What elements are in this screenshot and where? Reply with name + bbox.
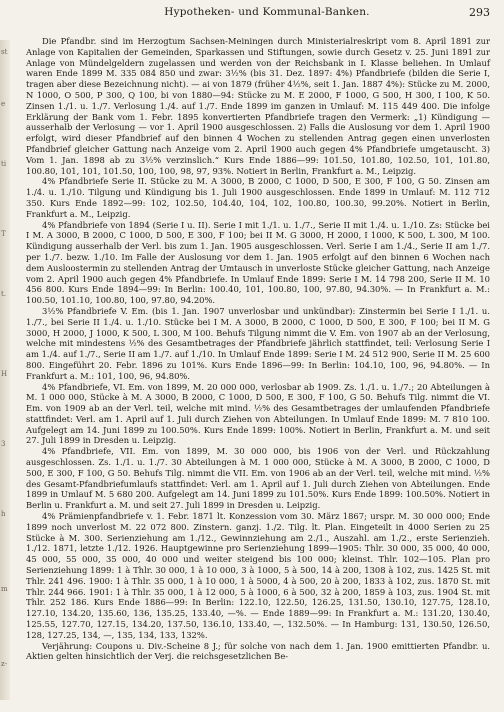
gutter-mark: e — [1, 100, 6, 108]
page-number: 293 — [469, 6, 490, 19]
running-header — [44, 6, 490, 24]
gutter-mark: z- — [1, 660, 8, 668]
paragraph-v-em: 3½% Pfandbriefe V. Em. (bis 1. Jan. 1907 unverlosbar und unkündbar): Zinstermin bei Serie I 1./1. u. 1./7., bei Serie II 1./4. u. 1./10. Stücke bei I M. A 3000, B 2000, C 1000, D 500, E 300, F 100; bei II M. G 3000, H 2000, J 1000, K 500, L 300, M 100. Behufs Tilgung nimmt die V. Em. von 1907 ab an der Verlosung, welche mit mindestens ½% des Gesamtbetrages der Pfandbriefe jährlich stattfindet, teil: Verlosung Serie I am 1./4. auf 1./7., Serie II am 1./7. auf 1./10. In Umlauf Ende 1899: Serie I M. 24 512 900, Serie II M. 25 600 800. Eingeführt 20. Febr. 1896 zu 101%. Kurs Ende 1896—99: In Berlin: 104.10, 100, 96, 94.80%. — In Frankfurt a. M.: 101, 100, 96, 94.80%. — [26, 305, 490, 381]
gutter-mark: T — [1, 230, 6, 238]
paragraph-verjaehrung: Verjährung: Coupons u. Div.-Scheine 8 J.; für solche von nach dem 1. Jan. 1900 emittierten Pfandbr. u. Aktien gelten hinsichtlich der Verj. die reichsgesetzlichen Be- — [26, 640, 490, 662]
gutter-mark: m — [1, 585, 8, 593]
paragraph-vii-em: 4% Pfandbriefe, VII. Em. von 1899, M. 30 000 000, bis 1906 von der Verl. und Rückzahlung ausgeschlossen. Zs. 1./1. u. 1./7. 30 Abteilungen à M. 1 000 000, Stücke à M. A 3000, B 2000, C 1000, D 500, E 300, F 100, G 50. Behufs Tilg. nimmt die VII. Em. von 1906 ab an der Verl. teil, welche mit mind. ½% des Gesamt-Pfandbriefumlaufs stattfindet: Verl. am 1. April auf 1. Juli durch Ziehen von Abteilungen. Ende 1899 in Umlauf M. 5 680 200. Aufgelegt am 14. Juni 1899 zu 101.50%. Kurs Ende 1899: 100.50%. Notiert in Berlin u. Frankfurt a. M. und seit 27. Juli 1899 in Dresden u. Leipzig. — [26, 446, 490, 511]
paragraph-praemien: 4% Prämienpfandbriefe v. 1. Febr. 1871 lt. Konzession vom 30. März 1867; urspr. M. 30 000 000; Ende 1899 noch unverlost M. 22 072 800. Zinstern. ganzj. 1./2. Tilg. lt. Plan. Eingeteilt in 4000 Serien zu 25 Stücke à M. 300. Serienziehung am 1./12., Gewinnziehung am 2./1., Auszahl. am 1./2., erste Serienzieh. 1./12. 1871, letzte 1./12. 1926. Hauptgewinne pro Serienziehung 1899—1905: Thlr. 30 000, 35 000, 40 000, 45 000, 55 000, 35 000, 40 000 und weiter steigend bis 100 000; kleinst. Thlr. 102—105. Plan pro Serienziehung 1899: 1 à Thlr. 30 000, 1 à 10 000, 3 à 1000, 5 à 500, 14 à 200, 1308 à 102, zus. 1425 St. mit Thlr. 241 496. 1900: 1 à Thlr. 35 000, 1 à 10 000, 1 à 5000, 4 à 500, 20 à 200, 1833 à 102, zus. 1870 St. mit Thlr. 244 966. 1901: 1 à Thlr. 35 000, 1 à 12 000, 5 à 1000, 6 à 500, 32 à 200, 1859 à 103, zus. 1904 St. mit Thlr. 252 186. Kurs Ende 1886—99: In Berlin: 122.10, 122.50, 126.25, 131.50, 130.10, 127.75, 128.10, 127.10, 134.20, 135.60, 136, 135.25, 133.40, —%. — Ende 1889—99: In Frankfurt a. M.: 131.20, 130.40, 125.55, 127.70, 127.15, 134.20, 137.50, 136.10, 133.40, —, 132.50%. — In Hamburg: 131, 130.50, 126.50, 128, 127.25, 134, —, 135, 134, 133, 132%. — [26, 511, 490, 640]
paragraph-vi-em: 4% Pfandbriefe, VI. Em. von 1899, M. 20 000 000, verlosbar ab 1909. Zs. 1./1. u. 1./7.; 20 Abteilungen à M. 1 000 000, Stücke à M. A 3000, B 2000, C 1000, D 500, E 300, F 100, G 50. Behufs Tilg. nimmt die VI. Em. von 1909 ab an der Verl. teil, welche mit mind. ½% des Gesamtbetrages der umlaufenden Pfandbriefe stattfindet: Verl. am 1. April auf 1. Juli durch Ziehen von Abteilungen. In Umlauf Ende 1899: M. 7 810 100. Aufgelegt am 14. Juni 1899 zu 100.50%. Kurs Ende 1899: 100%. Notiert in Berlin, Frankfurt a. M. und seit 27. Juli 1899 in Dresden u. Leipzig. — [26, 381, 490, 446]
paragraph-serie-ii: 4% Pfandbriefe Serie II. Stücke zu M. A 3000, B 2000, C 1000, D 500, E 300, F 100, G 50. Zinsen am 1./4. u. 1./10. Tilgung und Kündigung bis 1. Juli 1900 ausgeschlossen. Ende 1899 in Umlauf: M. 112 712 350. Kurs Ende 1892—99: 102, 102.50, 104.40, 104, 102, 100.80, 100.30, 99.20%. Notiert in Berlin, Frankfurt a. M., Leipzig. — [26, 176, 490, 219]
gutter-mark: 3 — [1, 440, 6, 448]
document-body — [26, 36, 490, 662]
gutter-mark: st — [1, 48, 8, 56]
gutter-mark: ti — [1, 160, 7, 168]
paragraph-overview: Die Pfandbr. sind im Herzogtum Sachsen-Meiningen durch Ministerialreskript vom 8. April 1891 zur Anlage von Kapitalien der Gemeinden, Sparkassen und Stiftungen, sowie durch Gesetz v. 25. Juni 1891 zur Anlage von Mündelgeldern zugelassen und werden von der Reichsbank in I. Klasse beliehen. In Umlauf waren Ende 1899 M. 335 084 850 und zwar: 3½% (bis 31. Dez. 1897: 4%) Pfandbriefe (bilden die Serie I, tragen aber diese Bezeichnung nicht). — ai von 1879 (früher 4½%, seit 1. Jan. 1887 4%): Stücke zu M. 2000, N 1000, O 500, P 300, Q 100, bi von 1880—94: Stücke zu M. E 2000, F 1000, G 500, H 300, I 100, K 50. Zinsen 1./1. u. 1./7. Verlosung 1./4. auf 1./7. Ende 1899 im ganzen in Umlauf: M. 115 449 400. Die infolge Erklärung der Bank vom 1. Febr. 1895 konvertierten Pfandbriefe tragen den Vermerk: „1) Kündigung — ausserhalb der Verlosung — vor 1. April 1900 ausgeschlossen. 2) Falls die Auslosung vor dem 1. April 1900 erfolgt, wird dieser Pfandbrief auf den binnen 4 Wochen zu stellenden Antrag gegen einen unverlosten Pfandbrief gleicher Gattung nach Anzeige vom 2. April 1900 auch gegen 4% Pfandbriefe umgetauscht. 3) Vom 1. Jan. 1898 ab zu 3½% verzinslich.“ Kurs Ende 1886—99: 101.50, 101.80, 102.50, 101, 101.80, 100.80, 101, 101, 101.50, 100, 100, 98, 97, 93%. Notiert in Berlin, Frankfurt a. M., Leipzig. — [26, 36, 490, 176]
binding-gutter — [0, 40, 10, 700]
page-header-title: Hypotheken- und Kommunal-Banken. — [164, 6, 370, 18]
gutter-mark: t. — [1, 290, 7, 298]
gutter-mark: h — [1, 510, 6, 518]
gutter-mark: H — [1, 370, 8, 378]
paragraph-1894: 4% Pfandbriefe von 1894 (Serie I u. II). Serie I mit 1./1. u. 1./7., Serie II mit 1./4. u. 1./10. Zs: Stücke bei I M. A 3000, B 2000, C 1000, D 500, E 300, F 100; bei II M. G 3000, H 2000, I 1000, K 500, L 300, M 100. Kündigung ausserhalb der Verl. bis zum 1. Jan. 1905 ausgeschlossen. Verl. Serie I am 1./4., Serie II am 1./7. per 1./7. bezw. 1./10. Im Falle der Auslosung vor dem 1. Jan. 1905 erfolgt auf den binnen 6 Wochen nach dem Ausloostermin zu stellenden Antrag der Umtausch in unverloste Stücke gleicher Gattung, nach Anzeige vom 2. April 1900 auch gegen 4% Pfandbriefe. In Umlauf Ende 1899: Serie I M. 14 798 200, Serie II M. 10 456 800. Kurs Ende 1894—99: In Berlin: 100.40, 101, 100.80, 100, 97.80, 94.30%. — In Frankfurt a. M.: 100.50, 101.10, 100.80, 100, 97.80, 94.20%. — [26, 219, 490, 306]
